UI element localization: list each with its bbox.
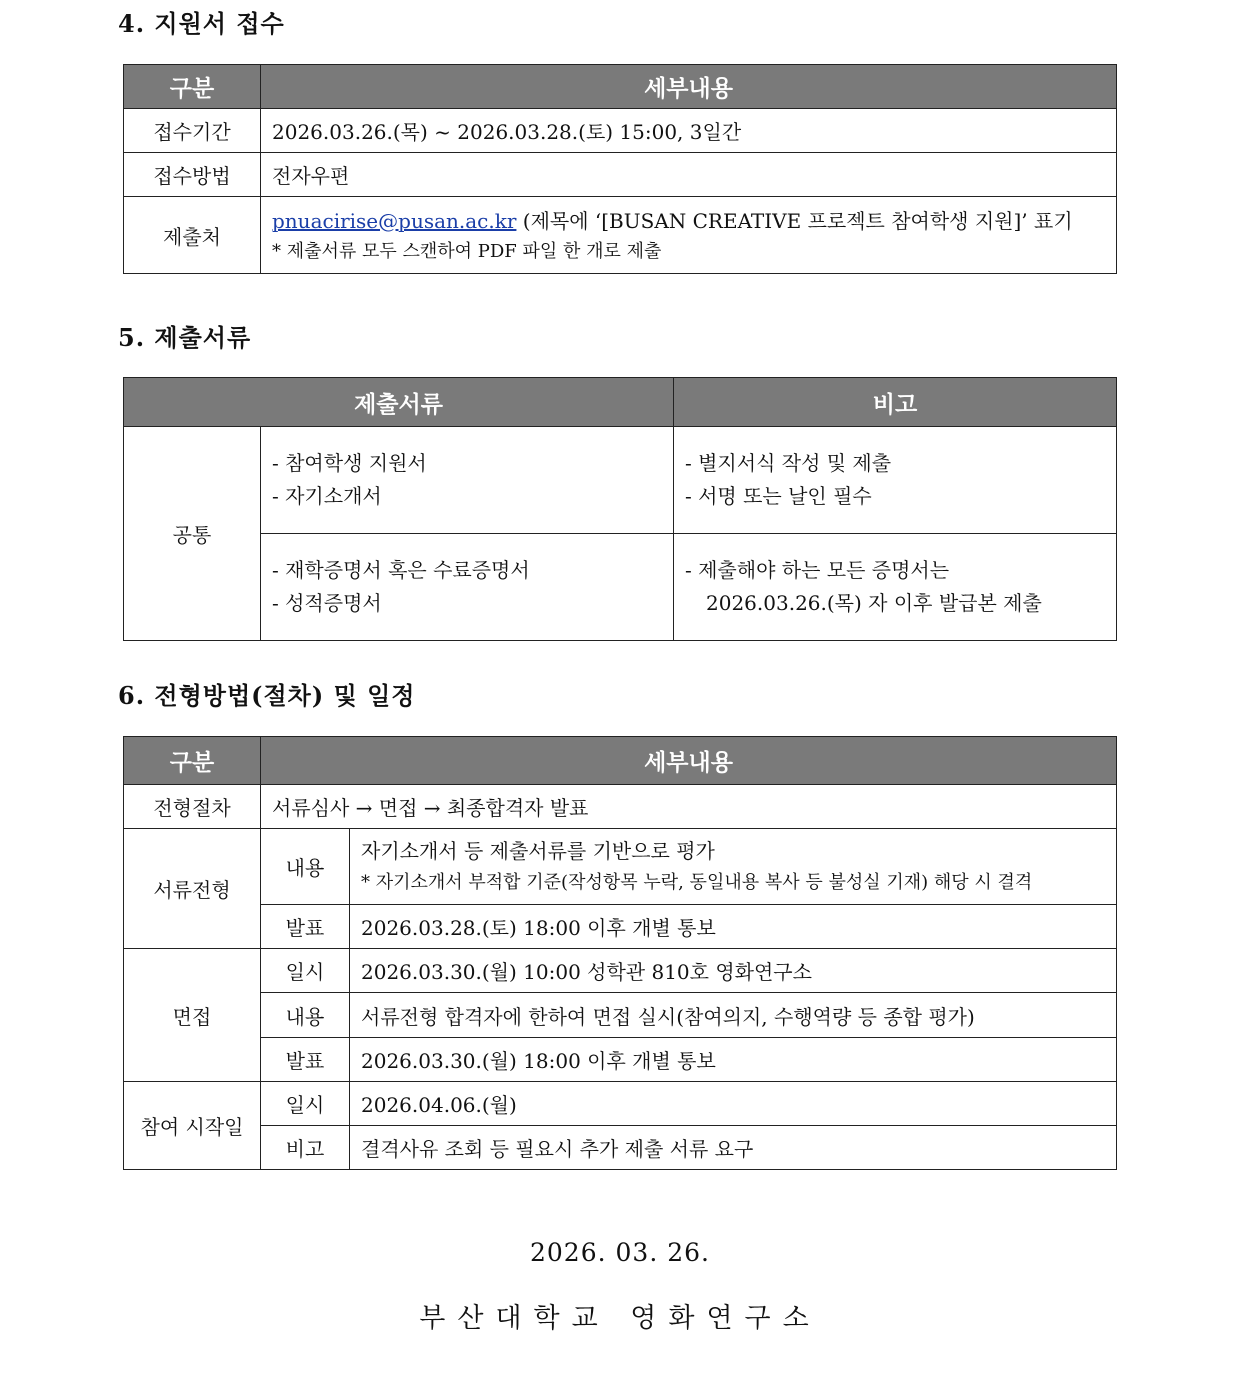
table-header-details: 세부내용 <box>261 737 1117 785</box>
document-item: - 참여학생 지원서 <box>272 451 427 475</box>
procedure-label: 전형절차 <box>124 785 261 829</box>
footer-date: 2026. 03. 26. <box>530 1238 710 1267</box>
document-review-label: 서류전형 <box>124 829 261 949</box>
row-value: 2026.03.26.(목) ~ 2026.03.28.(토) 15:00, 3일간 <box>261 109 1117 153</box>
sub-label: 발표 <box>261 1038 350 1082</box>
table-row <box>124 905 1117 949</box>
remark-item: - 제출해야 하는 모든 증명서는 <box>685 558 950 582</box>
remarks-cell <box>674 427 1117 534</box>
table-row <box>124 153 1117 197</box>
sub-label: 일시 <box>261 949 350 993</box>
application-table <box>123 64 1117 274</box>
table-header-documents: 제출서류 <box>124 378 674 427</box>
start-date: 2026.04.06.(월) <box>350 1082 1117 1126</box>
remark-item: 2026.03.26.(목) 자 이후 발급본 제출 <box>706 591 1042 615</box>
procedure-value: 서류심사 → 면접 → 최종합격자 발표 <box>261 785 1117 829</box>
table-row <box>124 785 1117 829</box>
table-header-remarks: 비고 <box>674 378 1117 427</box>
document-item: - 재학증명서 혹은 수료증명서 <box>272 558 530 582</box>
table-row <box>124 993 1117 1038</box>
submission-cell <box>261 197 1117 274</box>
remarks-cell <box>674 534 1117 641</box>
submission-note: * 제출서류 모두 스캔하여 PDF 파일 한 개로 제출 <box>272 240 662 262</box>
interview-content: 서류전형 합격자에 한하여 면접 실시(참여의지, 수행역량 등 종합 평가) <box>350 993 1117 1038</box>
document-item: - 자기소개서 <box>272 484 382 508</box>
section4-heading: 4. 지원서 접수 <box>118 9 285 38</box>
start-label: 참여 시작일 <box>124 1082 261 1170</box>
row-value: 전자우편 <box>261 153 1117 197</box>
table-row <box>124 1082 1117 1126</box>
table-header-details: 세부내용 <box>261 65 1117 109</box>
documents-cell <box>261 534 674 641</box>
documents-cell <box>261 427 674 534</box>
email-link[interactable]: pnuacirise@pusan.ac.kr <box>272 208 517 233</box>
content-note: * 자기소개서 부적합 기준(작성항목 누락, 동일내용 복사 등 불성실 기재) 해당 시 결격 <box>361 872 1033 893</box>
sub-label: 일시 <box>261 1082 350 1126</box>
sub-label: 발표 <box>261 905 350 949</box>
start-remark: 결격사유 조회 등 필요시 추가 제출 서류 요구 <box>350 1126 1117 1170</box>
documents-table <box>123 377 1117 641</box>
announce-value: 2026.03.28.(토) 18:00 이후 개별 통보 <box>350 905 1117 949</box>
table-header-category: 구분 <box>124 737 261 785</box>
interview-announce: 2026.03.30.(월) 18:00 이후 개별 통보 <box>350 1038 1117 1082</box>
sub-label: 내용 <box>261 829 350 905</box>
sub-label: 비고 <box>261 1126 350 1170</box>
table-row <box>124 427 1117 534</box>
interview-datetime: 2026.03.30.(월) 10:00 성학관 810호 영화연구소 <box>350 949 1117 993</box>
table-row <box>124 534 1117 641</box>
table-row <box>124 1126 1117 1170</box>
footer-organization: 부산대학교 영화연구소 <box>419 1303 821 1334</box>
section5-heading: 5. 제출서류 <box>118 323 252 352</box>
table-row <box>124 829 1117 905</box>
remark-item: - 별지서식 작성 및 제출 <box>685 451 892 475</box>
document-review-content <box>350 829 1117 905</box>
sub-label: 내용 <box>261 993 350 1038</box>
table-row <box>124 197 1117 274</box>
interview-label: 면접 <box>124 949 261 1082</box>
content-text: 자기소개서 등 제출서류를 기반으로 평가 <box>361 839 715 863</box>
document-item: - 성적증명서 <box>272 591 382 615</box>
row-label: 제출처 <box>124 197 261 274</box>
remark-item: - 서명 또는 날인 필수 <box>685 484 872 508</box>
row-label: 접수방법 <box>124 153 261 197</box>
table-row <box>124 1038 1117 1082</box>
email-subject-note: (제목에 ‘[BUSAN CREATIVE 프로젝트 참여학생 지원]’ 표기 <box>516 208 1073 233</box>
selection-table <box>123 736 1117 1170</box>
section6-heading: 6. 전형방법(절차) 및 일정 <box>118 681 416 710</box>
table-header-category: 구분 <box>124 65 261 109</box>
table-row <box>124 109 1117 153</box>
row-label: 접수기간 <box>124 109 261 153</box>
table-row <box>124 949 1117 993</box>
group-label: 공통 <box>124 427 261 641</box>
